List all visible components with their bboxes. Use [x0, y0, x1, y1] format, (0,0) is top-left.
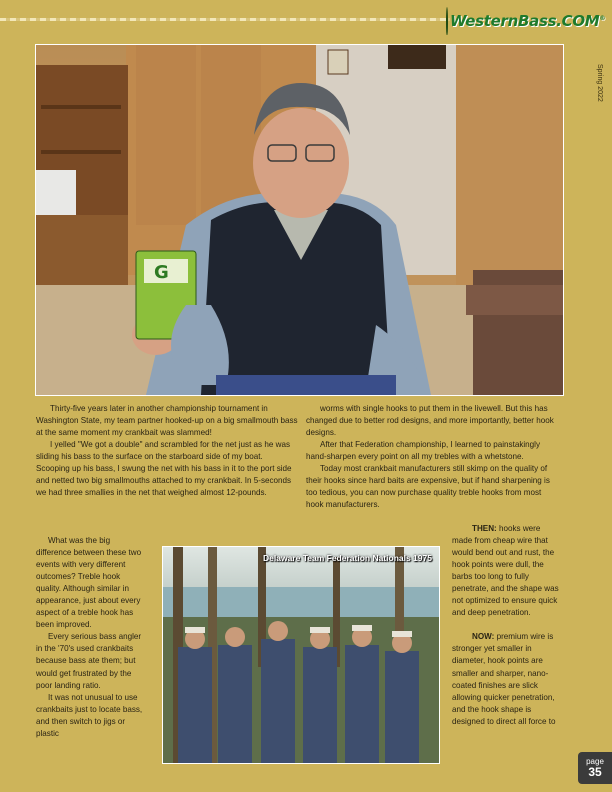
- team-photo: [162, 546, 440, 764]
- issue-label: Spring 2022: [596, 64, 603, 102]
- paragraph: After that Federation championship, I learned to painstakingly hand-sharpen every point on all my trebles with a whetstone.: [306, 440, 541, 462]
- article-column-right-narrow: [452, 523, 560, 728]
- page-number: 35: [588, 765, 602, 779]
- paragraph: Today most crankbait manufacturers still skimp on the quality of their hooks since hard baits are expensive, but if hand sharpening is too tedious, you can now purchase quality treble hooks from most hook manufacturers.: [306, 464, 550, 510]
- main-photo-illustration: [36, 45, 563, 395]
- paragraph: Every serious bass angler in the '70's used crankbaits because bass ate them; but would get frustrated by the poor landing ratio.: [36, 632, 142, 690]
- logo-text: WesternBass.COM®: [450, 12, 606, 30]
- then-paragraph: [452, 523, 560, 619]
- page-label: page: [586, 757, 604, 766]
- now-label: NOW:: [472, 632, 495, 642]
- article-column-right: [306, 403, 560, 511]
- photo-caption: Delaware Team Federation Nationals 1975: [263, 553, 432, 563]
- header-rule: [0, 18, 450, 21]
- site-logo[interactable]: [446, 6, 606, 36]
- paragraph: Thirty-five years later in another championship tournament in Washington State, my team partner hooked-up on a big smallmouth bass at the same moment my crankbait was slammed!: [36, 404, 298, 438]
- main-photo: [35, 44, 564, 396]
- paragraph: worms with single hooks to put them in the livewell. But this has changed due to better rod designs, and more importantly, better hook designs.: [306, 404, 554, 438]
- article-column-left: [36, 403, 298, 499]
- then-label: THEN:: [472, 524, 497, 533]
- paragraph: What was the big difference between these two events with very different outcomes? Treble hook quality. Although similar in appearance, just about every aspect of a treble hook has been improved.: [36, 536, 142, 630]
- page-number-badge: [578, 752, 612, 784]
- then-text: hooks were made from cheap wire that would bend out and rust, the hook points were dull, the barbs too long to fully penetrate, and the shape was not optimized to ensure quick and deep penetration.: [452, 524, 559, 618]
- bass-logo-icon: [446, 7, 448, 35]
- svg-text:G: G: [154, 262, 169, 283]
- now-text: premium wire is stronger yet smaller in diameter, hook points are smaller and sharper, nano-coated finishes are slick allowing quicker penetration, and the hook shape is designed to direct all force to: [452, 632, 556, 726]
- paragraph: I yelled "We got a double" and scrambled for the net just as he was sliding his bass to the surface on the starboard side of my boat. Scooping up his bass, I swung the net with his bass in it to the port side and netted two big smallmouths attached to my crankbait. In 5-seconds we had three smallies in the net that weighed almost 12-pounds.: [36, 440, 292, 498]
- paragraph: It was not unusual to use crankbaits just to locate bass, and then switch to jigs or plastic: [36, 692, 143, 738]
- article-column-left-narrow: [36, 535, 144, 740]
- team-photo-illustration: [163, 547, 439, 763]
- now-paragraph: [452, 631, 560, 727]
